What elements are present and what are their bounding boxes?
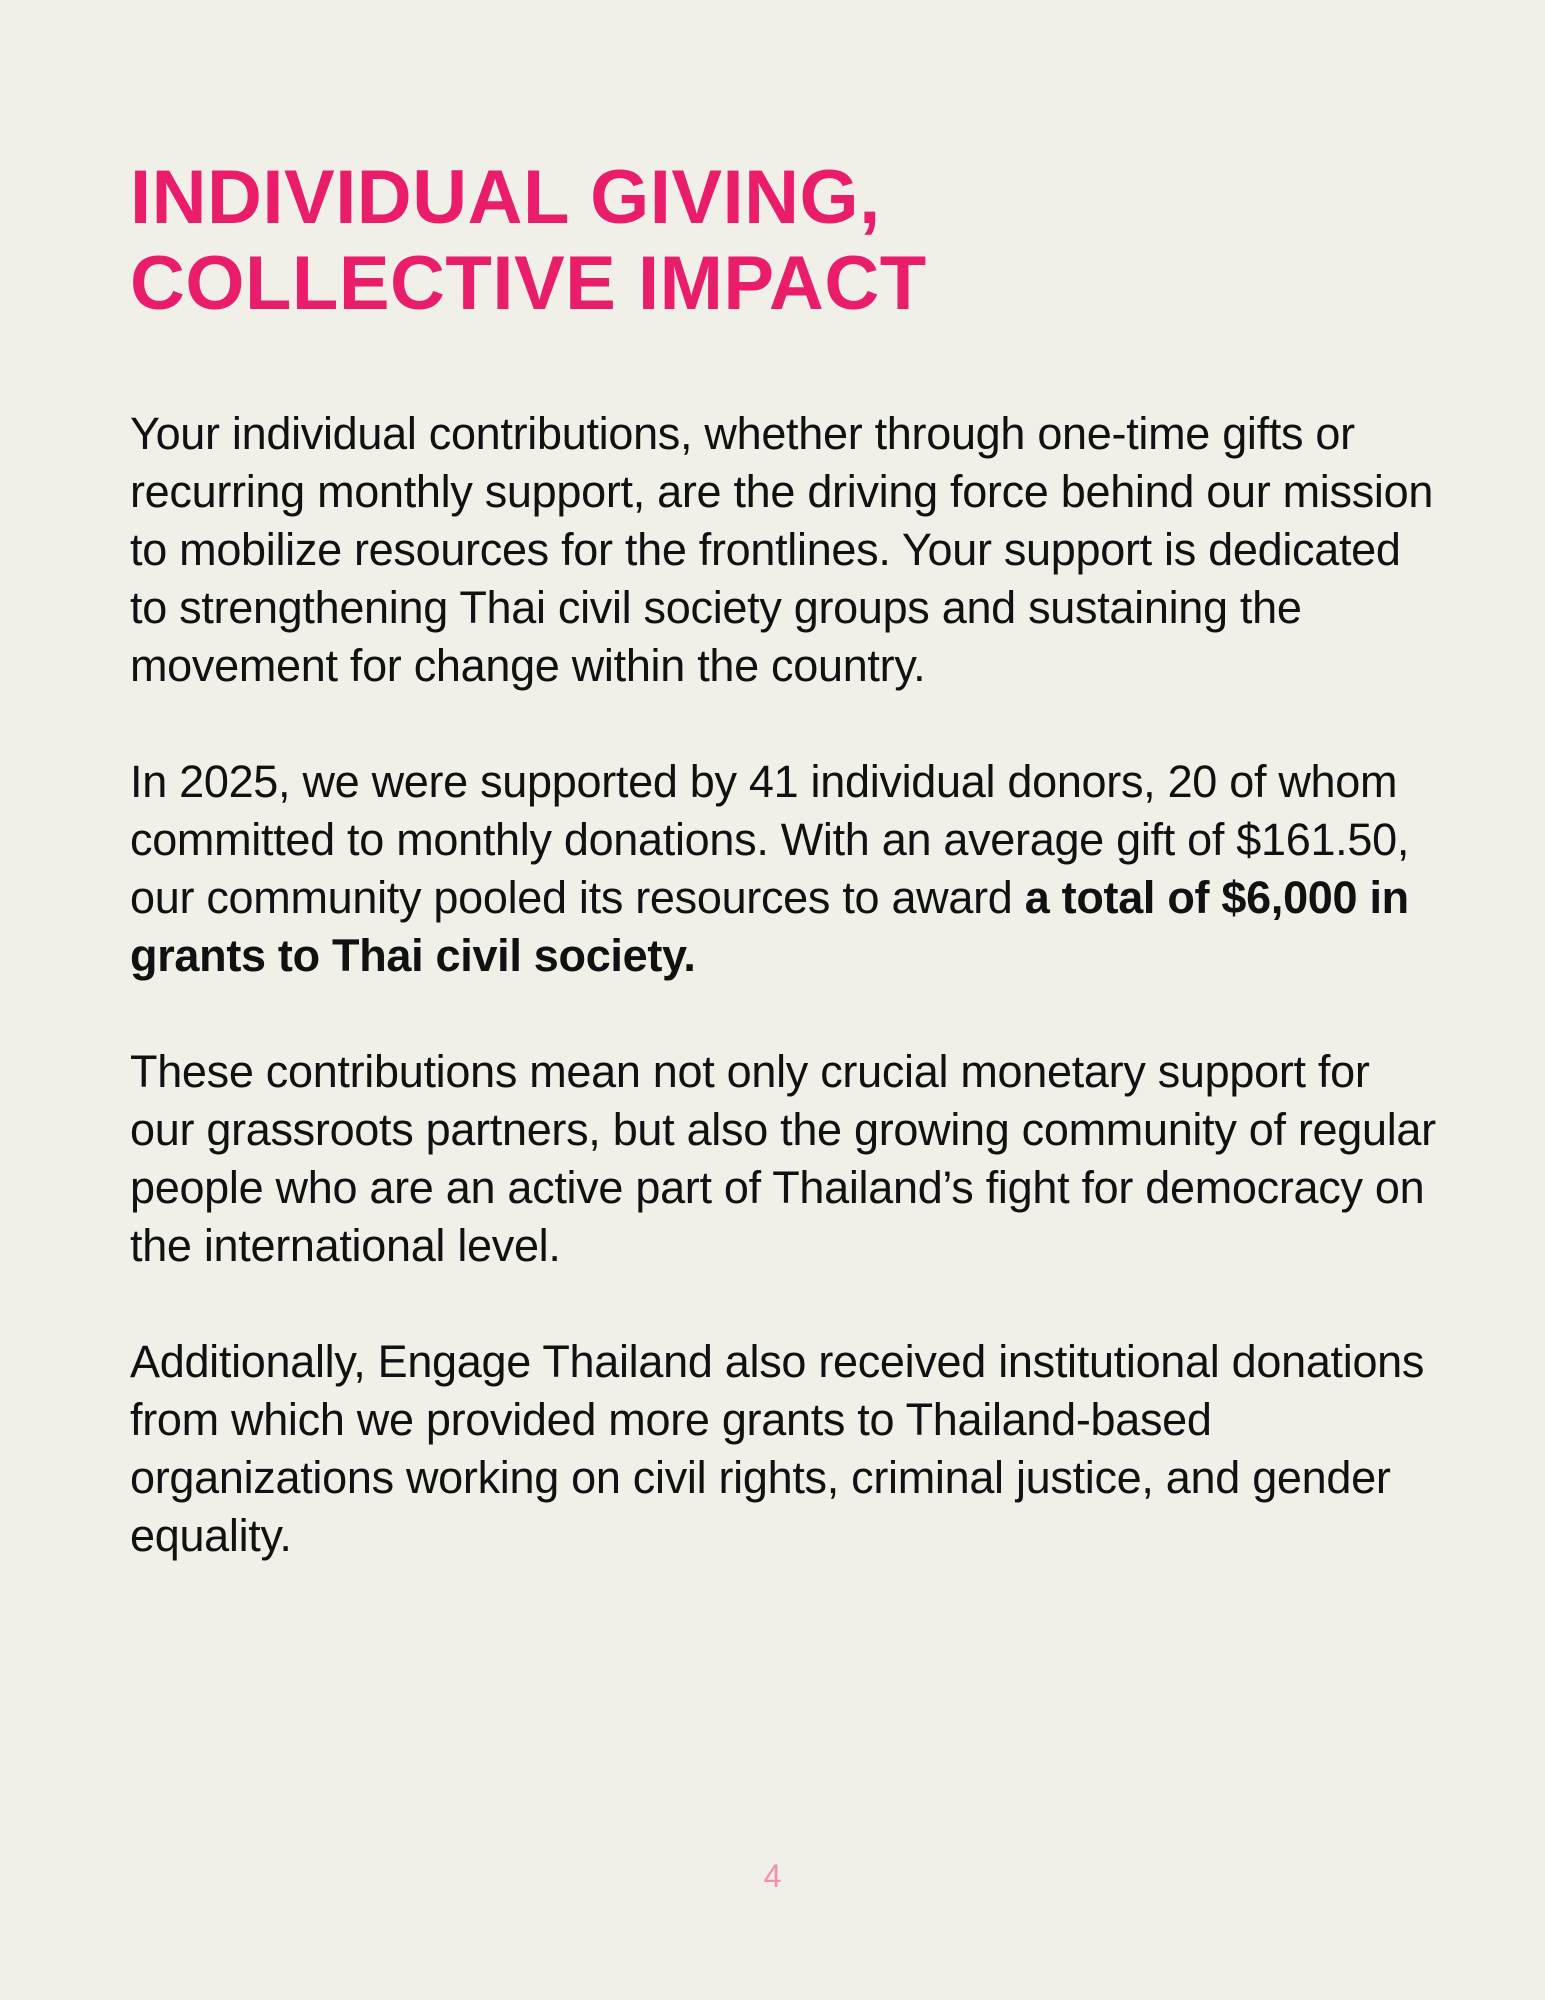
paragraph-text: In 2025, we were supported by 41 individual donors, 20 of whom committed to monthly donations. With an average gift of $161.50, our community pooled its resources to award <box>130 756 1410 923</box>
paragraph-individual-contributions <box>130 405 1440 695</box>
paragraph-text: Additionally, Engage Thailand also received institutional donations from which we provided more grants to Thailand-based organizations working on civil rights, criminal justice, and gender equality. <box>130 1336 1425 1561</box>
page-content <box>130 155 1440 1623</box>
paragraph-text: These contributions mean not only crucial monetary support for our grassroots partners, but also the growing community of regular people who are an active part of Thailand’s fight for democracy on the international level. <box>130 1046 1436 1271</box>
page-number: 4 <box>763 1858 782 1894</box>
title-line-1: INDIVIDUAL GIVING, <box>130 155 881 240</box>
paragraph-donor-stats <box>130 753 1440 985</box>
paragraph-institutional-donations <box>130 1333 1440 1565</box>
body-text <box>130 405 1440 1565</box>
grant-total-highlight: a total of $6,000 in grants to Thai civil society. <box>130 872 1409 981</box>
page-title <box>130 155 1440 327</box>
paragraph-text: Your individual contributions, whether through one-time gifts or recurring monthly support, are the driving force behind our mission to mobilize resources for the frontlines. Your support is dedicated to strengthening Thai civil society groups and sustaining the movement for change within the country. <box>130 408 1434 691</box>
title-line-2: COLLECTIVE IMPACT <box>130 241 927 326</box>
paragraph-community-impact <box>130 1043 1440 1275</box>
